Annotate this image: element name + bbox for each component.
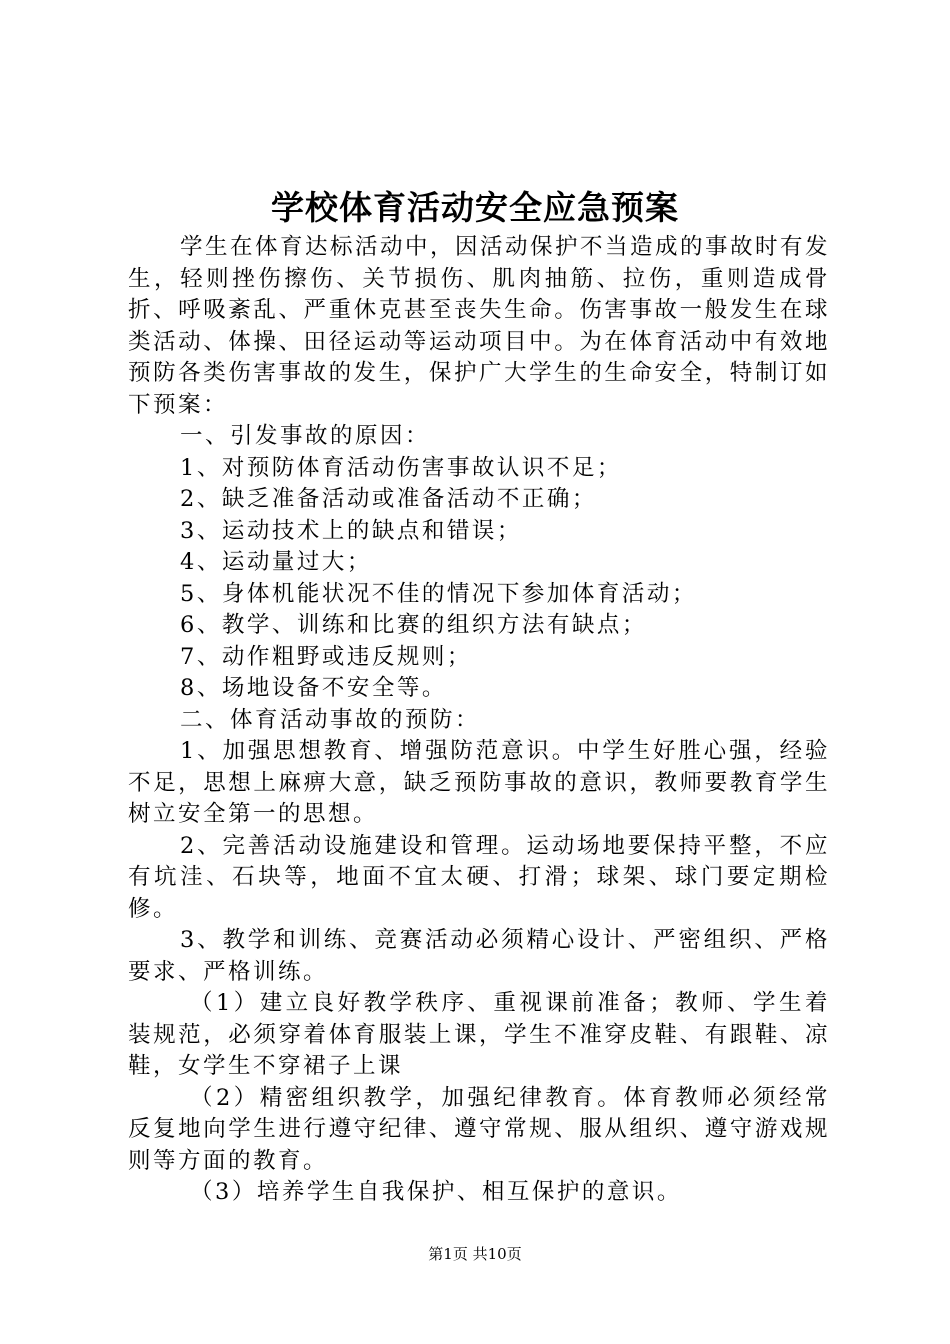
prevention-paragraph: 1、加强思想教育、增强防范意识。中学生好胜心强，经验不足，思想上麻痹大意，缺乏预防事故的意识，教师要教育学生树立安全第一的思想。 bbox=[128, 738, 830, 827]
cause-item: 7、动作粗野或违反规则； bbox=[180, 643, 472, 670]
cause-item: 5、身体机能状况不佳的情况下参加体育活动； bbox=[180, 580, 697, 607]
sub-item-paragraph: （2）精密组织教学，加强纪律教育。体育教师必须经常反复地向学生进行遵守纪律、遵守常规、服从组织、遵守游戏规则等方面的教育。 bbox=[128, 1084, 830, 1174]
prevention-paragraph: 3、教学和训练、竞赛活动必须精心设计、严密组织、严格要求、严格训练。 bbox=[128, 927, 830, 985]
cause-item: 3、运动技术上的缺点和错误； bbox=[180, 517, 522, 544]
cause-item: 8、场地设备不安全等。 bbox=[180, 675, 447, 701]
intro-paragraph: 学生在体育达标活动中，因活动保护不当造成的事故时有发生，轻则挫伤擦伤、关节损伤、肌肉抽筋、拉伤，重则造成骨折、呼吸紊乱、严重休克甚至丧失生命。伤害事故一般发生在球类活动、体操、田径运动等运动项目中。为在体育活动中有效地预防各类伤害事故的发生，保护广大学生的生命安全，特制订如下预案： bbox=[128, 234, 831, 418]
cause-item: 4、运动量过大； bbox=[180, 549, 372, 575]
sub-item-paragraph: （3）培养学生自我保护、相互保护的意识。 bbox=[190, 1179, 682, 1205]
document-title: 学校体育活动安全应急预案 bbox=[271, 188, 679, 227]
sub-item-paragraph: （1）建立良好教学秩序、重视课前准备；教师、学生着装规范，必须穿着体育服装上课，学生不准穿皮鞋、有跟鞋、凉鞋，女学生不穿裙子上课 bbox=[128, 990, 830, 1079]
cause-item: 1、对预防体育活动伤害事故认识不足； bbox=[180, 454, 622, 481]
document-body bbox=[128, 232, 830, 1209]
cause-item: 2、缺乏准备活动或准备活动不正确； bbox=[180, 486, 597, 512]
cause-item: 6、教学、训练和比赛的组织方法有缺点； bbox=[180, 612, 647, 638]
page-number-footer: 第1页 共10页 bbox=[428, 1245, 522, 1263]
section-heading-prevention: 二、体育活动事故的预防： bbox=[180, 706, 481, 733]
section-heading-causes: 一、引发事故的原因： bbox=[180, 423, 431, 449]
prevention-paragraph: 2、完善活动设施建设和管理。运动场地要保持平整，不应有坑洼、石块等，地面不宜太硬、打滑；球架、球门要定期检修。 bbox=[128, 832, 830, 922]
